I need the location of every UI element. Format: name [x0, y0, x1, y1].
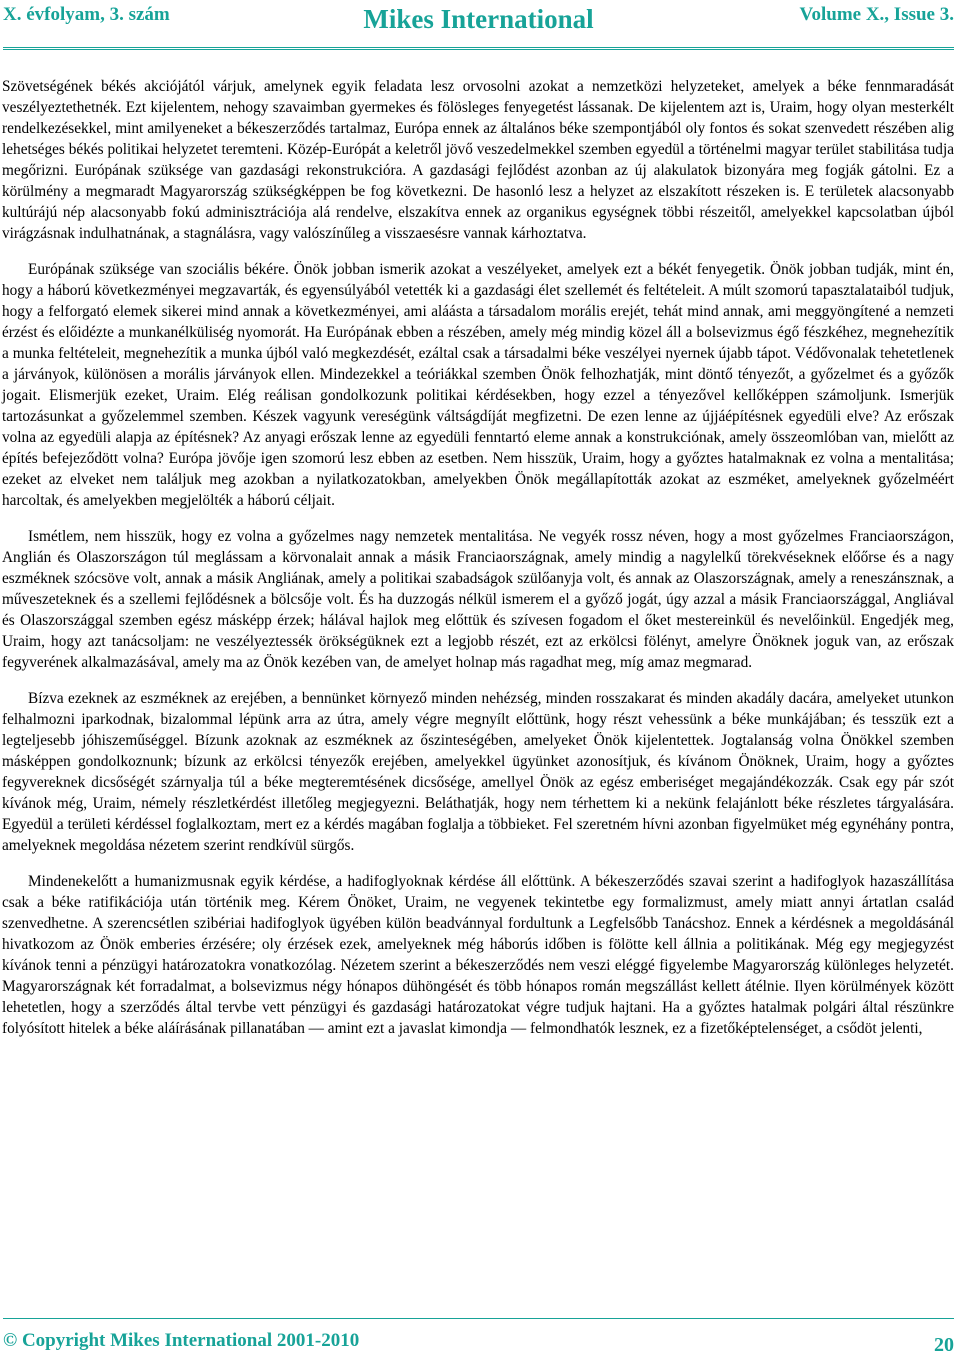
copyright-notice: © Copyright Mikes International 2001-2010 — [3, 1330, 360, 1351]
page-number: 20 — [934, 1334, 954, 1356]
paragraph: Bízva ezeknek az eszméknek az erejében, a bennünket környező minden nehézség, minden rosszakarat és minden akadály dacára, amelyeket utunkon felhalmozni iparkodnak, bizalommal lépünk arra az útra, amely végre megnyílt előttünk, hogy részt vehessünk a béke munkájában; és tesszük ezt a legteljesebb jóhiszeműséggel. Bízunk azoknak az eszméknek az őszinteségében, amelyeket Önök kijelentettek. Jogtalanság volna Önökkel szemben másképpen gondolkoznunk; bízunk az erkölcsi tényezők erejében, amelyekkel ügyünket azonosítjuk, és kívánom Önöknek, Uraim, hogy a győztes fegyvereknek dicsőségét szárnyalja túl a béke megteremtésének dicsősége, amellyel Önök az egész emberiséget megajándékozzák. Csak egy pár szót kívánok még, Uraim, némely részletkérdést illetőleg megjegyezni. Beláthatják, hogy nem térhettem ki a nekünk felajánlott béke részletes tárgyalására. Egyedül a területi kérdéssel foglalkoztam, mert ez a kérdés magában foglalja a többieket. Fel szeretném hívni azonban figyelmüket még egynéhány pontra, amelyeknek megoldása nézetem szerint rendkívül sürgős. — [2, 690, 954, 854]
issue-label-hungarian: X. évfolyam, 3. szám — [3, 4, 170, 25]
paragraph: Mindenekelőtt a humanizmusnak egyik kérdése, a hadifoglyoknak kérdése áll előttünk. A békeszerződés szavai szerint a hadifoglyok hazaszállítása csak a béke ratifikációja után történik meg. Kérem Önöket, Uraim, ne vegyenek tekintetbe egy formalizmust, amely miatt annyi ártatlan család szenvedhetne. A szerencsétlen szibériai hadifoglyok ügyében külön beadvánnyal fordultunk a Legfelsőbb Tanácshoz. Ennek a kérdésnek a megoldásánál hivatkozom az Önök emberies érzésére; oly érzések ezek, amelyeknek még háborús időben is fölötte kell állnia a politikának. Még egy megjegyzést kívánok tenni a pénzügyi határozatokra vonatkozólag. Nézetem szerint a békeszerződés nem veszi eléggé figyelembe Magyarország különleges helyzetét. Magyarországnak két forradalmat, a bolsevizmus négy hónapos dühöngését és több hónapos román megszállást kellett átélnie. Ilyen körülmények között lehetetlen, hogy a szerződés által tervbe vett pénzügyi és gazdasági határozatokat végre tudjuk hajtani. Ha a győztes hatalmak polgári által részünkre folyósított hitelek a béke aláírásának pillanatában — amint ezt a javaslat kimondja — felmondhatók lesznek, ez a fizetőképtelenséget, a csődöt jelenti, — [2, 873, 954, 1037]
article-body — [2, 76, 954, 1054]
paragraph: Európának szüksége van szociális békére. Önök jobban ismerik azokat a veszélyeket, amelyek ezt a békét fenyegetik. Önök jobban tudják, mint én, hogy a háború következményei megzavarták, és egyensúlyából vetették ki a gazdasági élet szellemét és feltételeit. A múlt szomorú tapasztalataiból tudjuk, hogy a felforgató elemek sikerei mind annak a következményei, ami aláásta a társadalom morális erejét, tehát mind annak, ami meggyöngítené a nemzeti érzést és előidézte a munkanélküliség nyomorát. Ha Európának ebben a részében, amely még mindig közel áll a bolsevizmus égő fészkéhez, megnehezítik a munka feltételeit, megnehezítik a munka újból való megkezdését, ezáltal csak a társadalmi béke veszélyei nyernek újabb tápot. Védővonalak tehetetlenek a járványok, különösen a morális járványok ellen. Mindezekkel a teóriákkal szemben Önök felhozhatják, mint döntő tényezőt, a győzelmet és a győzők jogait. Elismerjük ezeket, Uraim. Elég reálisan gondolkozunk politikai kérdésekben, hogy ezzel a tényezővel kellőképpen számoljunk. Ismerjük tartozásunkat a győzelemmel szemben. Készek vagyunk vereségünk váltságdíját megfizetni. De ezen lenne az újjáépítésnek egyedüli elve? Az erőszak volna az egyedüli alapja az építésnek? Az anyagi erőszak lenne az egyedüli fenntartó eleme annak a konstrukciónak, amely összeomlóban van, mielőtt az építés befejeződött volna? Európa jövője igen szomorú lesz ebben az esetben. Nem hisszük, Uraim, hogy a győztes hatalmaknak ez volna a mentalitása; ezeket az elveket nem találjuk meg azokban a nyilatkozatokban, amelyekben Önök megállapították azokat az eszméket, amelyeknek győzelméért harcoltak, és amelyekben megjelölték a háború céljait. — [2, 261, 954, 509]
journal-title: Mikes International — [363, 4, 594, 34]
paragraph: Ismétlem, nem hisszük, hogy ez volna a győzelmes nagy nemzetek mentalitása. Ne vegyék rossz néven, hogy a most győzelmes Franciaországon, Anglián és Olaszországon túl meglássam a körvonalait annak a másik Franciaországnak, amely mindig a nagylelkű törekvéseknek előőrse és a nagy eszméknek szócsöve volt, annak a másik Angliának, amely a politikai szabadságok szülőanyja volt, és annak az Olaszországnak, amely a reneszánsznak, a műveszeteknek és a szellemi fejlődésnek a bölcsője volt. És ha duzzogás nélkül ismerem el a győző jogát, úgy azzal a másik Franciaországgal, Angliával és Olaszországgal szemben egész másképp érzek; hálával hajlok meg előttük és szívesen fogadom el őket mestereinkül és nevelőinkül. Engedjék meg, Uraim, hogy azt tanácsoljam: ne veszélyeztessék örökségüknek ezt a legjobb részét, ezt az erkölcsi fölényt, amelyre Önöknek joguk van, az erőszak fegyverének alkalmazásával, amely ma az Önök kezében van, de amelyet holnap más ragadhat meg, míg amaz megmarad. — [2, 528, 954, 671]
header-divider — [3, 47, 954, 50]
page-header — [3, 2, 954, 42]
footer-divider — [3, 1318, 954, 1319]
paragraph: Szövetségének békés akciójától várjuk, amelynek egyik feladata lesz orvosolni azokat a nemzetközi helyzeteket, amelyek a béke fennmaradását veszélyeztethetnék. Ezt kijelentem, nehogy szavaimban gyermekes és fölösleges fenyegetést lássanak. De kijelentem azt is, Uraim, hogy olyan mesterkélt rendelkezésekkel, mint amilyeneket a békeszerződés tartalmaz, Európa ennek az általános béke szempontjából oly fontos és sokat szenvedett részében alig lehetséges békés politikai helyzetet teremteni. Közép-Európát a keletről jövő veszedelmekkel szemben egyedül a történelmi magyar terület stabilitása tudja megőrizni. Európának szüksége van gazdasági rekonstrukcióra. A gazdasági fejlődést azonban az új alakulatok bizonyára meg fogják gátolni. Ez a körülmény a megmaradt Magyarország szükségképpen be fog következni. De hasonló lesz a helyzet az elszakított részeken is. E területek alacsonyabb kultúrájú nép alacsonyabb fokú adminisztrációja alá rendelve, elszakítva ennek az organikus egységnek többi részeitől, amelyekkel kapcsolatban újból virágzásnak indulhatnának, a stagnálásra, vagy valószínűleg a visszaesésre vannak kárhoztatva. — [2, 78, 954, 242]
issue-label-english: Volume X., Issue 3. — [799, 4, 954, 25]
